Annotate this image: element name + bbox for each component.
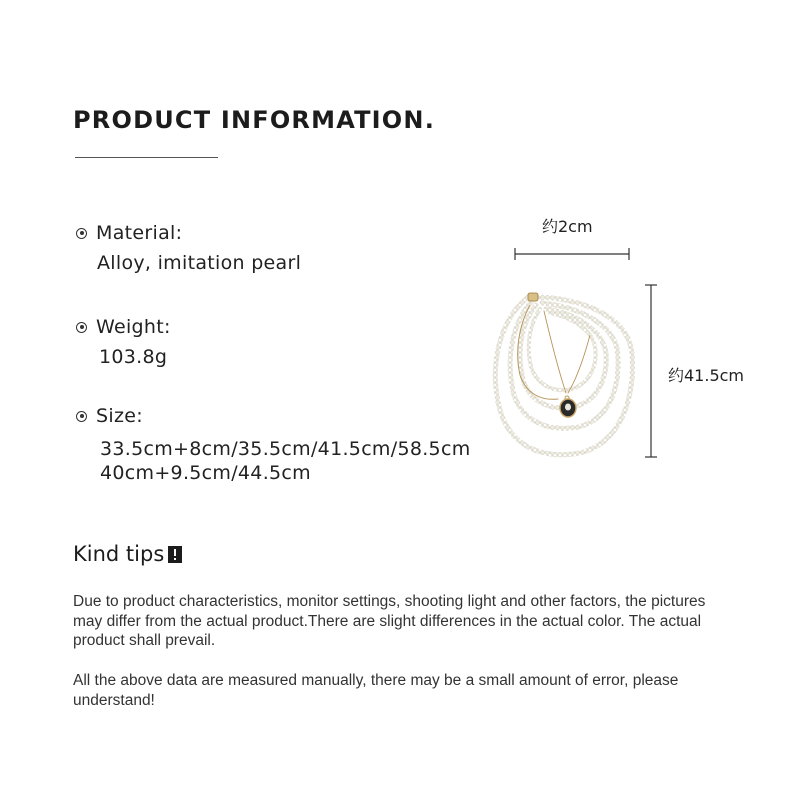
pendant-icon [560, 396, 576, 417]
width-label: 约2cm [542, 217, 593, 236]
width-dimension-line [515, 248, 629, 260]
clasp-icon [528, 293, 538, 301]
height-label: 约41.5cm [668, 366, 745, 385]
spec-material-value: Alloy, imitation pearl [97, 252, 302, 274]
necklace-image [470, 205, 770, 475]
spec-material-label: Material: [96, 222, 183, 244]
page-title: PRODUCT INFORMATION. [73, 106, 436, 134]
tips-paragraph-measurement: All the above data are measured manually, there may be a small amount of error, please understand! [73, 672, 679, 709]
bullet-icon [76, 411, 87, 422]
product-figure [470, 205, 770, 475]
spec-size-label: Size: [96, 405, 143, 427]
necklace-strands [495, 297, 632, 455]
spec-weight-label: Weight: [96, 316, 171, 338]
spec-weight-value: 103.8g [99, 346, 168, 368]
tips-heading-text: Kind tips [73, 542, 165, 566]
title-divider [75, 157, 218, 158]
tips-paragraph-disclaimer: Due to product characteristics, monitor settings, shooting light and other factors, the pictures may differ from the actual product.There are slight differences in the actual color. The actual product shall prevail. [73, 593, 706, 649]
height-dimension-line [645, 285, 657, 457]
bullet-icon [76, 228, 87, 239]
spec-size [76, 404, 471, 485]
spec-material [76, 221, 301, 275]
spec-size-value-line1: 33.5cm+8cm/35.5cm/41.5cm/58.5cm [100, 438, 471, 460]
spec-weight [76, 315, 171, 369]
exclamation-icon [168, 546, 182, 563]
bullet-icon [76, 322, 87, 333]
spec-size-value-line2: 40cm+9.5cm/44.5cm [100, 462, 311, 484]
tips-heading [73, 542, 182, 566]
